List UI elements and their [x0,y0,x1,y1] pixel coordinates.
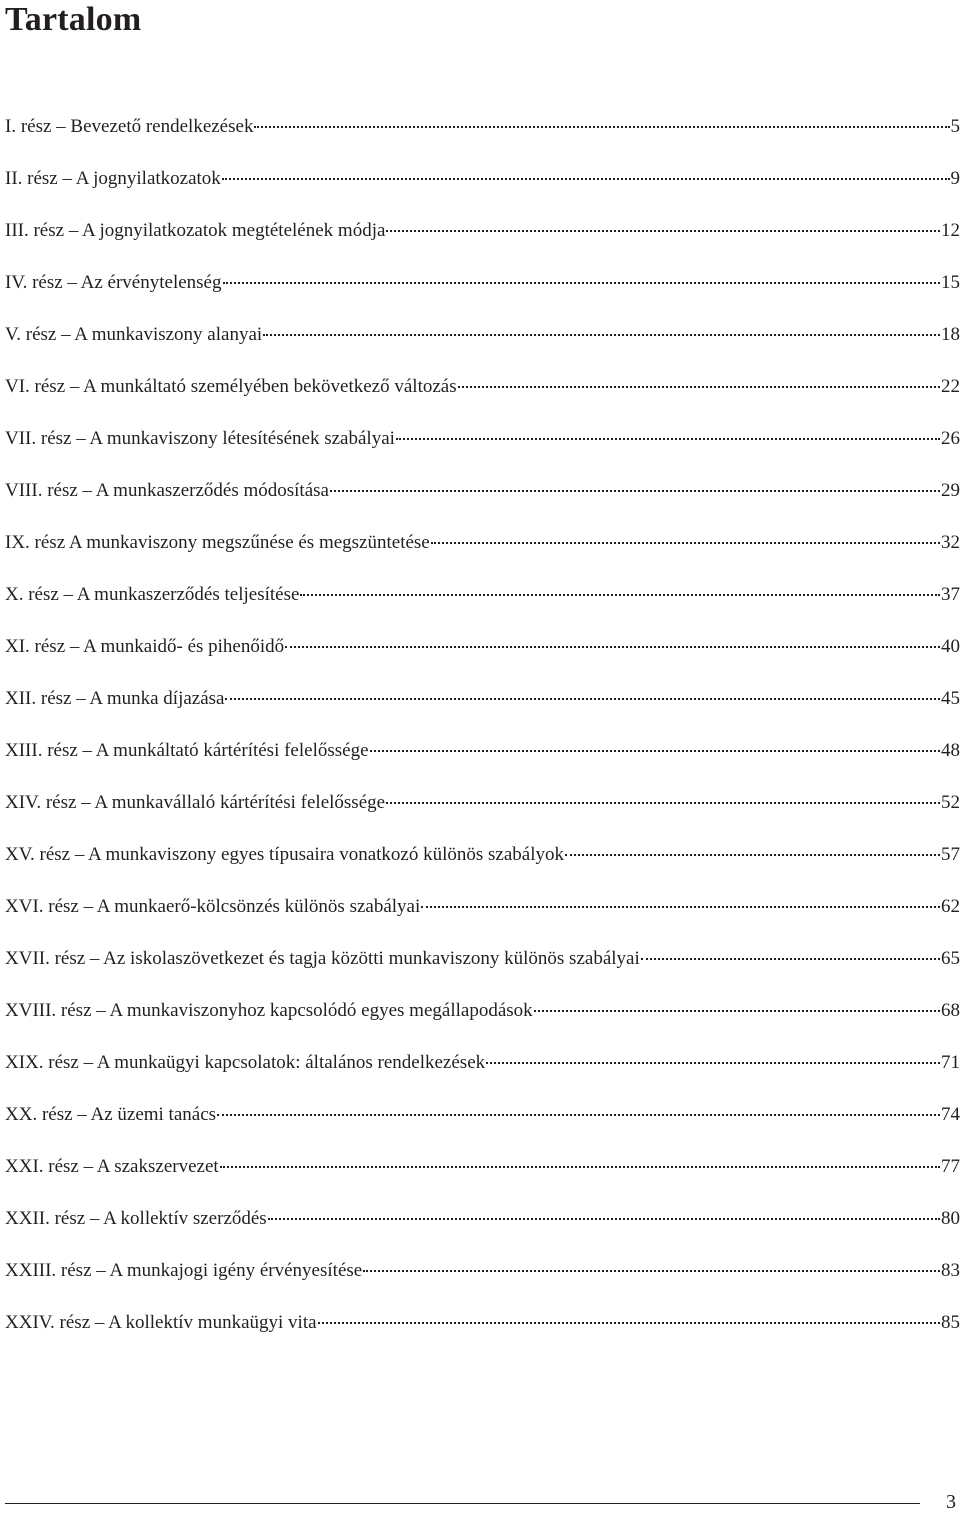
toc-entry-page: 26 [941,428,960,449]
toc-dot-leader [386,802,940,804]
table-of-contents [5,101,960,1349]
toc-entry-label: X. rész – A munkaszerződés teljesítése [5,584,300,605]
toc-dot-leader [363,1270,940,1272]
toc-dot-leader [222,178,950,180]
toc-entry[interactable] [5,1089,960,1141]
toc-entry-page: 80 [941,1208,960,1229]
toc-entry-page: 45 [941,688,960,709]
toc-entry[interactable] [5,153,960,205]
toc-entry[interactable] [5,517,960,569]
toc-entry[interactable] [5,1297,960,1349]
toc-entry-page: 57 [941,844,960,865]
toc-dot-leader [534,1010,940,1012]
page-number: 3 [946,1491,956,1513]
toc-entry-page: 22 [941,376,960,397]
toc-entry-page: 29 [941,480,960,501]
toc-entry[interactable] [5,465,960,517]
toc-entry-label: IX. rész A munkaviszony megszűnése és megszüntetése [5,532,430,553]
toc-entry-page: 40 [941,636,960,657]
toc-entry-label: XVIII. rész – A munkaviszonyhoz kapcsolódó egyes megállapodások [5,1000,533,1021]
toc-dot-leader [421,906,940,908]
toc-dot-leader [370,750,940,752]
toc-entry[interactable] [5,933,960,985]
toc-entry-label: II. rész – A jognyilatkozatok [5,168,221,189]
toc-entry-label: XIV. rész – A munkavállaló kártérítési felelőssége [5,792,386,813]
toc-entry[interactable] [5,257,960,309]
toc-dot-leader [268,1218,940,1220]
toc-entry[interactable] [5,1037,960,1089]
toc-entry-label: VIII. rész – A munkaszerződés módosítása [5,480,329,501]
toc-dot-leader [300,594,940,596]
toc-entry[interactable] [5,569,960,621]
toc-entry-label: VI. rész – A munkáltató személyében bekövetkező változás [5,376,457,397]
toc-entry-page: 9 [950,168,960,189]
toc-dot-leader [225,698,940,700]
toc-entry-page: 37 [941,584,960,605]
toc-entry-label: XII. rész – A munka díjazása [5,688,225,709]
toc-dot-leader [220,1166,940,1168]
toc-entry-page: 68 [941,1000,960,1021]
toc-dot-leader [565,854,940,856]
toc-entry-label: VII. rész – A munkaviszony létesítésének szabályai [5,428,395,449]
toc-entry-page: 48 [941,740,960,761]
toc-entry-label: XXI. rész – A szakszervezet [5,1156,219,1177]
toc-entry-page: 74 [941,1104,960,1125]
toc-entry-page: 5 [950,116,960,137]
toc-dot-leader [254,126,949,128]
toc-entry[interactable] [5,777,960,829]
toc-entry-label: III. rész – A jognyilatkozatok megtételének módja [5,220,386,241]
toc-dot-leader [396,438,940,440]
toc-dot-leader [223,282,941,284]
toc-dot-leader [386,230,940,232]
toc-entry-label: XX. rész – Az üzemi tanács [5,1104,217,1125]
toc-entry[interactable] [5,881,960,933]
toc-entry-label: IV. rész – Az érvénytelenség [5,272,222,293]
toc-entry[interactable] [5,101,960,153]
toc-entry[interactable] [5,1245,960,1297]
page-title: Tartalom [5,1,142,38]
toc-entry-label: XIII. rész – A munkáltató kártérítési felelőssége [5,740,369,761]
toc-entry-page: 65 [941,948,960,969]
toc-entry-page: 71 [941,1052,960,1073]
toc-entry-label: XXII. rész – A kollektív szerződés [5,1208,267,1229]
toc-entry-page: 62 [941,896,960,917]
toc-dot-leader [285,646,940,648]
toc-dot-leader [330,490,940,492]
toc-entry-label: XV. rész – A munkaviszony egyes típusaira vonatkozó különös szabályok [5,844,564,865]
toc-entry[interactable] [5,829,960,881]
toc-entry-page: 12 [941,220,960,241]
toc-entry[interactable] [5,205,960,257]
toc-entry-page: 52 [941,792,960,813]
toc-dot-leader [318,1322,940,1324]
toc-entry[interactable] [5,621,960,673]
toc-entry[interactable] [5,1193,960,1245]
toc-dot-leader [486,1062,940,1064]
toc-entry-label: V. rész – A munkaviszony alanyai [5,324,263,345]
toc-entry-page: 18 [941,324,960,345]
toc-entry[interactable] [5,309,960,361]
toc-entry[interactable] [5,985,960,1037]
toc-entry[interactable] [5,413,960,465]
toc-entry-page: 77 [941,1156,960,1177]
footer-divider [5,1503,920,1504]
toc-entry-label: XVII. rész – Az iskolaszövetkezet és tagja közötti munkaviszony különös szabályai [5,948,640,969]
toc-entry-label: XI. rész – A munkaidő- és pihenőidő [5,636,285,657]
toc-entry-page: 32 [941,532,960,553]
toc-dot-leader [641,958,940,960]
toc-dot-leader [458,386,940,388]
toc-entry[interactable] [5,1141,960,1193]
toc-dot-leader [431,542,940,544]
toc-entry-label: XIX. rész – A munkaügyi kapcsolatok: általános rendelkezések [5,1052,486,1073]
toc-dot-leader [263,334,940,336]
toc-entry-page: 85 [941,1312,960,1333]
toc-entry[interactable] [5,673,960,725]
toc-dot-leader [217,1114,940,1116]
toc-entry-label: I. rész – Bevezető rendelkezések [5,116,254,137]
toc-entry-page: 83 [941,1260,960,1281]
toc-entry-label: XXIII. rész – A munkajogi igény érvényesítése [5,1260,363,1281]
toc-entry-label: XVI. rész – A munkaerő-kölcsönzés különös szabályai [5,896,421,917]
toc-entry[interactable] [5,361,960,413]
toc-entry-label: XXIV. rész – A kollektív munkaügyi vita [5,1312,317,1333]
toc-entry-page: 15 [941,272,960,293]
toc-entry[interactable] [5,725,960,777]
